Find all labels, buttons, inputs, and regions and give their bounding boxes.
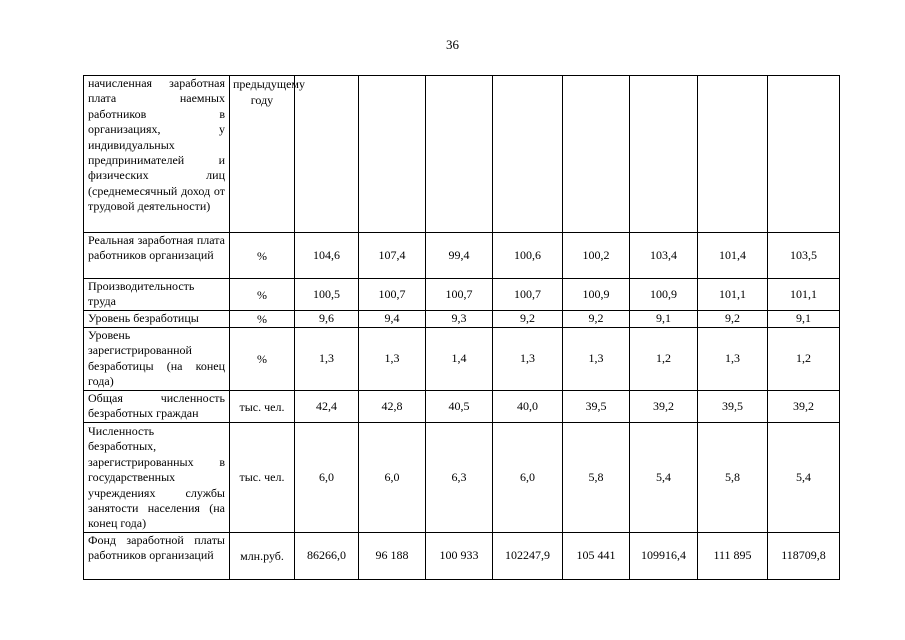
- value-cell: 1,2: [630, 328, 698, 391]
- value-cell: 105 441: [563, 532, 630, 579]
- value-cell: 1,3: [698, 328, 768, 391]
- table-row: [84, 233, 840, 279]
- value-cell: 102247,9: [493, 532, 563, 579]
- table-row: [84, 423, 840, 533]
- value-cell: 5,4: [768, 423, 840, 533]
- value-cell: 9,1: [768, 311, 840, 328]
- value-cell: 86266,0: [295, 532, 359, 579]
- value-cell: 118709,8: [768, 532, 840, 579]
- value-cell: 40,5: [426, 391, 493, 423]
- indicator-name-cell: Уровень зарегистрированной безработицы (на конец года): [84, 328, 230, 391]
- table-row: [84, 311, 840, 328]
- table-row: [84, 76, 840, 233]
- value-cell: 39,2: [630, 391, 698, 423]
- value-cell: 9,2: [493, 311, 563, 328]
- unit-cell: %: [230, 328, 295, 391]
- unit-cell: предыдущему году: [230, 76, 295, 233]
- value-cell: 9,2: [698, 311, 768, 328]
- unit-cell: млн.руб.: [230, 532, 295, 579]
- value-cell: 5,8: [698, 423, 768, 533]
- value-cell: 96 188: [359, 532, 426, 579]
- value-cell: [698, 76, 768, 233]
- value-cell: 101,1: [768, 279, 840, 311]
- value-cell: 1,3: [359, 328, 426, 391]
- value-cell: [768, 76, 840, 233]
- value-cell: [563, 76, 630, 233]
- indicator-name-cell: Фонд заработной платы работников организаций: [84, 532, 230, 579]
- value-cell: 1,3: [493, 328, 563, 391]
- indicator-name-cell: Численность безработных, зарегистрированных в государственных учреждениях службы занятости населения (на конец года): [84, 423, 230, 533]
- value-cell: 100,9: [563, 279, 630, 311]
- indicators-table: [83, 75, 840, 580]
- value-cell: [426, 76, 493, 233]
- value-cell: 99,4: [426, 233, 493, 279]
- value-cell: 9,2: [563, 311, 630, 328]
- table-row: [84, 532, 840, 579]
- table-row: [84, 391, 840, 423]
- value-cell: 6,0: [295, 423, 359, 533]
- table-row: [84, 328, 840, 391]
- value-cell: [295, 76, 359, 233]
- indicator-name-cell: Уровень безработицы: [84, 311, 230, 328]
- value-cell: 107,4: [359, 233, 426, 279]
- value-cell: 39,5: [563, 391, 630, 423]
- indicator-name-cell: Производительность труда: [84, 279, 230, 311]
- value-cell: [630, 76, 698, 233]
- value-cell: 42,8: [359, 391, 426, 423]
- value-cell: 100 933: [426, 532, 493, 579]
- value-cell: 101,1: [698, 279, 768, 311]
- table-body: [84, 76, 840, 580]
- unit-cell: %: [230, 279, 295, 311]
- value-cell: 100,6: [493, 233, 563, 279]
- unit-cell: тыс. чел.: [230, 391, 295, 423]
- value-cell: 100,7: [426, 279, 493, 311]
- value-cell: 104,6: [295, 233, 359, 279]
- indicator-name-cell: начисленная заработная плата наемных работников в организациях, у индивидуальных предпринимателей и физических лиц (среднемесячный доход от трудовой деятельности): [84, 76, 230, 233]
- value-cell: 42,4: [295, 391, 359, 423]
- table-row: [84, 279, 840, 311]
- value-cell: 5,4: [630, 423, 698, 533]
- value-cell: 9,4: [359, 311, 426, 328]
- value-cell: 9,3: [426, 311, 493, 328]
- page-number: 36: [446, 37, 459, 52]
- value-cell: 100,2: [563, 233, 630, 279]
- unit-cell: %: [230, 233, 295, 279]
- indicator-name-cell: Реальная заработная плата работников организаций: [84, 233, 230, 279]
- value-cell: 39,5: [698, 391, 768, 423]
- value-cell: 1,2: [768, 328, 840, 391]
- value-cell: 1,4: [426, 328, 493, 391]
- value-cell: 9,1: [630, 311, 698, 328]
- value-cell: 103,4: [630, 233, 698, 279]
- value-cell: 6,3: [426, 423, 493, 533]
- unit-cell: тыс. чел.: [230, 423, 295, 533]
- value-cell: 109916,4: [630, 532, 698, 579]
- value-cell: 39,2: [768, 391, 840, 423]
- value-cell: 100,7: [359, 279, 426, 311]
- value-cell: 6,0: [493, 423, 563, 533]
- value-cell: [493, 76, 563, 233]
- value-cell: 9,6: [295, 311, 359, 328]
- indicator-name-cell: Общая численность безработных граждан: [84, 391, 230, 423]
- value-cell: 1,3: [563, 328, 630, 391]
- value-cell: [359, 76, 426, 233]
- unit-cell: %: [230, 311, 295, 328]
- value-cell: 101,4: [698, 233, 768, 279]
- value-cell: 5,8: [563, 423, 630, 533]
- value-cell: 111 895: [698, 532, 768, 579]
- value-cell: 6,0: [359, 423, 426, 533]
- value-cell: 100,5: [295, 279, 359, 311]
- value-cell: 103,5: [768, 233, 840, 279]
- value-cell: 100,7: [493, 279, 563, 311]
- value-cell: 100,9: [630, 279, 698, 311]
- value-cell: 40,0: [493, 391, 563, 423]
- value-cell: 1,3: [295, 328, 359, 391]
